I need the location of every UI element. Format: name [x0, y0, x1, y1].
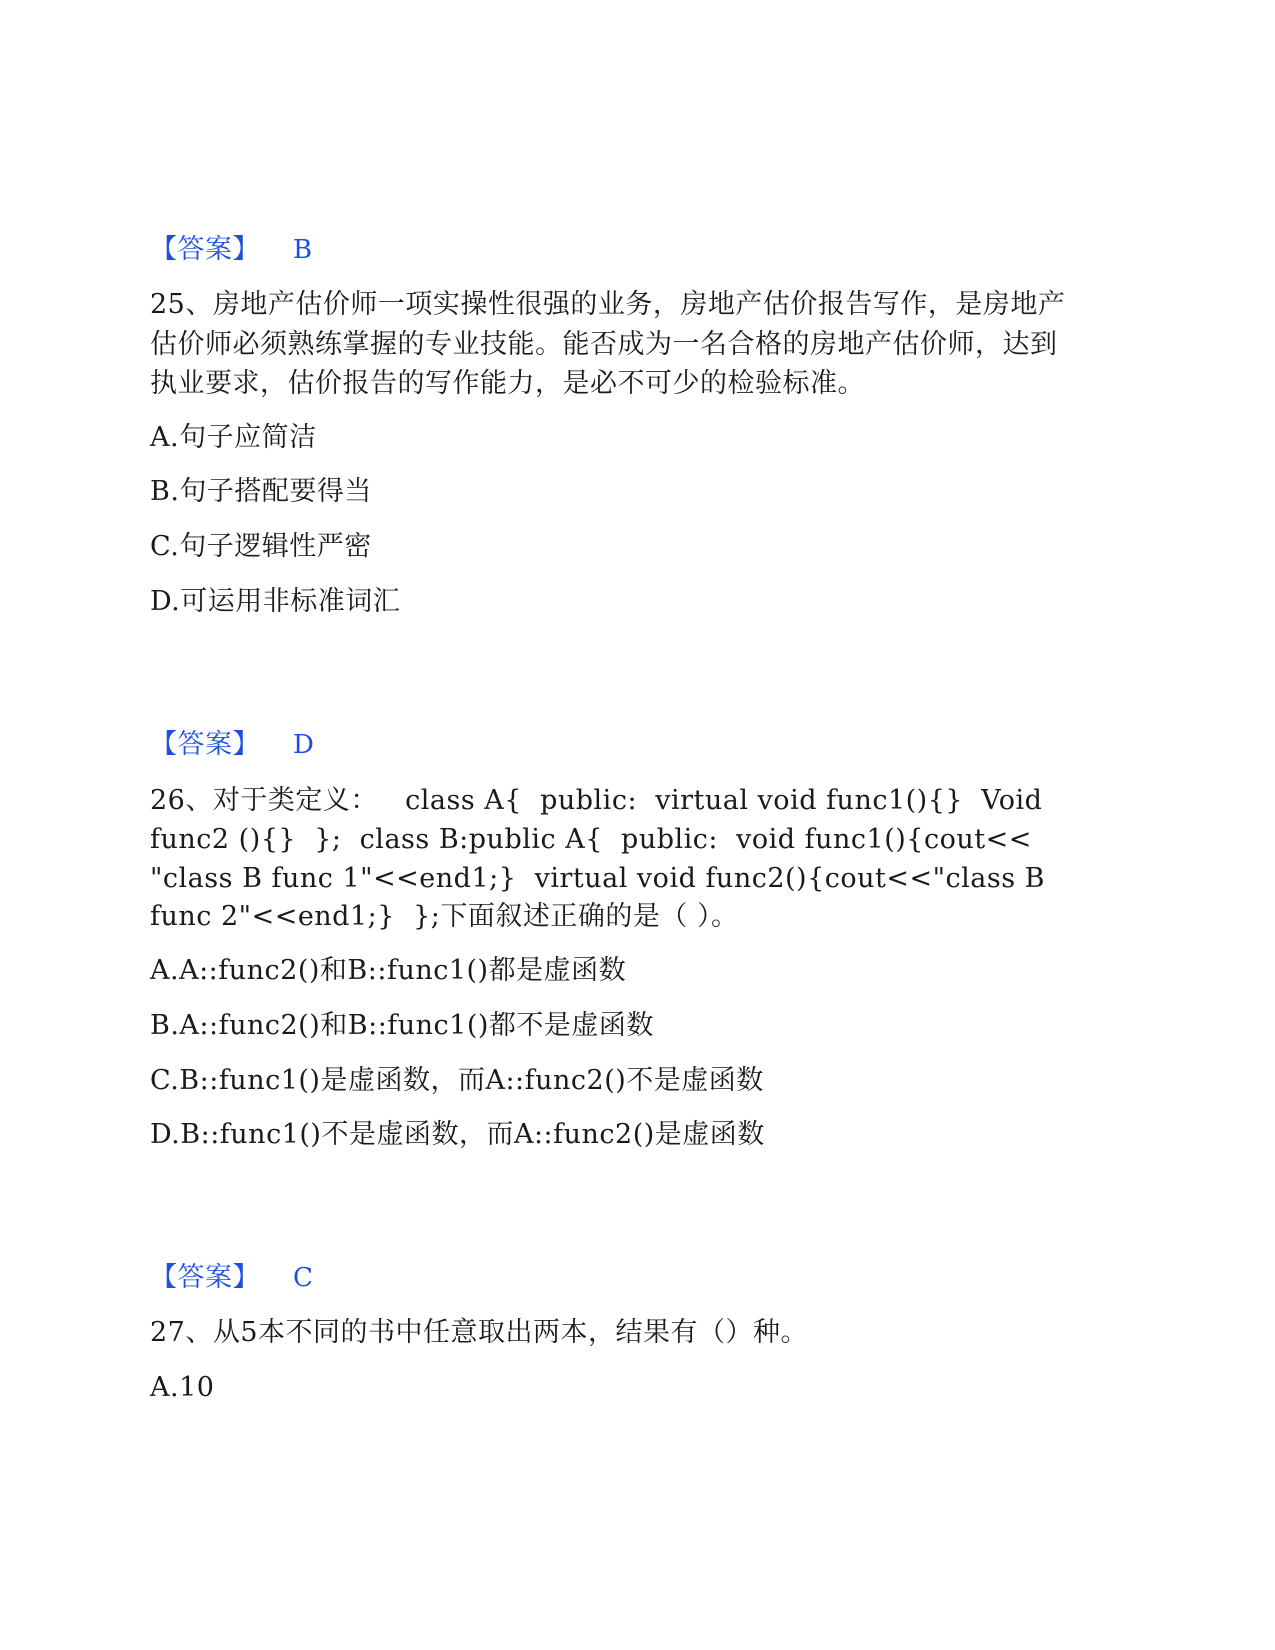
- answer-label: 【答案】: [150, 234, 260, 265]
- question-26-option-a: A.A::func2()和B::func1()都是虚函数: [150, 955, 627, 986]
- question-25-option-a: A.句子应简洁: [150, 422, 317, 453]
- answer-value: D: [293, 730, 314, 760]
- answer-label: 【答案】: [150, 729, 260, 760]
- answer-value: B: [293, 235, 313, 265]
- question-27-line-1: 27、从5本不同的书中任意取出两本，结果有（）种。: [150, 1317, 809, 1348]
- question-26-line-3: "class B func 1"<<end1;} virtual void func2(){cout<<"class B: [150, 863, 1046, 894]
- question-25-option-d: D.可运用非标准词汇: [150, 586, 401, 617]
- question-26-line-2: func2 (){} }; class B:public A{ public: void func1(){cout<<: [150, 824, 1032, 855]
- question-26-option-d: D.B::func1()不是虚函数，而A::func2()是虚函数: [150, 1119, 765, 1150]
- answer-label: 【答案】: [150, 1262, 260, 1293]
- question-27-option-a: A.10: [150, 1372, 215, 1403]
- question-25-line-1: 25、房地产估价师一项实操性很强的业务，房地产估价报告写作，是房地产: [150, 289, 1066, 320]
- question-26-option-b: B.A::func2()和B::func1()都不是虚函数: [150, 1010, 654, 1041]
- question-26-line-4: func 2"<<end1;} };下面叙述正确的是（ ）。: [150, 901, 739, 932]
- question-25-option-c: C.句子逻辑性严密: [150, 531, 372, 562]
- answer-value: C: [293, 1263, 313, 1293]
- question-25-line-3: 执业要求，估价报告的写作能力，是必不可少的检验标准。: [150, 368, 865, 399]
- question-25-option-b: B.句子搭配要得当: [150, 476, 372, 507]
- question-25-line-2: 估价师必须熟练掌握的专业技能。能否成为一名合格的房地产估价师，达到: [150, 329, 1058, 360]
- question-26-option-c: C.B::func1()是虚函数，而A::func2()不是虚函数: [150, 1065, 764, 1096]
- question-26-line-1: 26、对于类定义： class A{ public: virtual void func1(){} Void: [150, 785, 1043, 816]
